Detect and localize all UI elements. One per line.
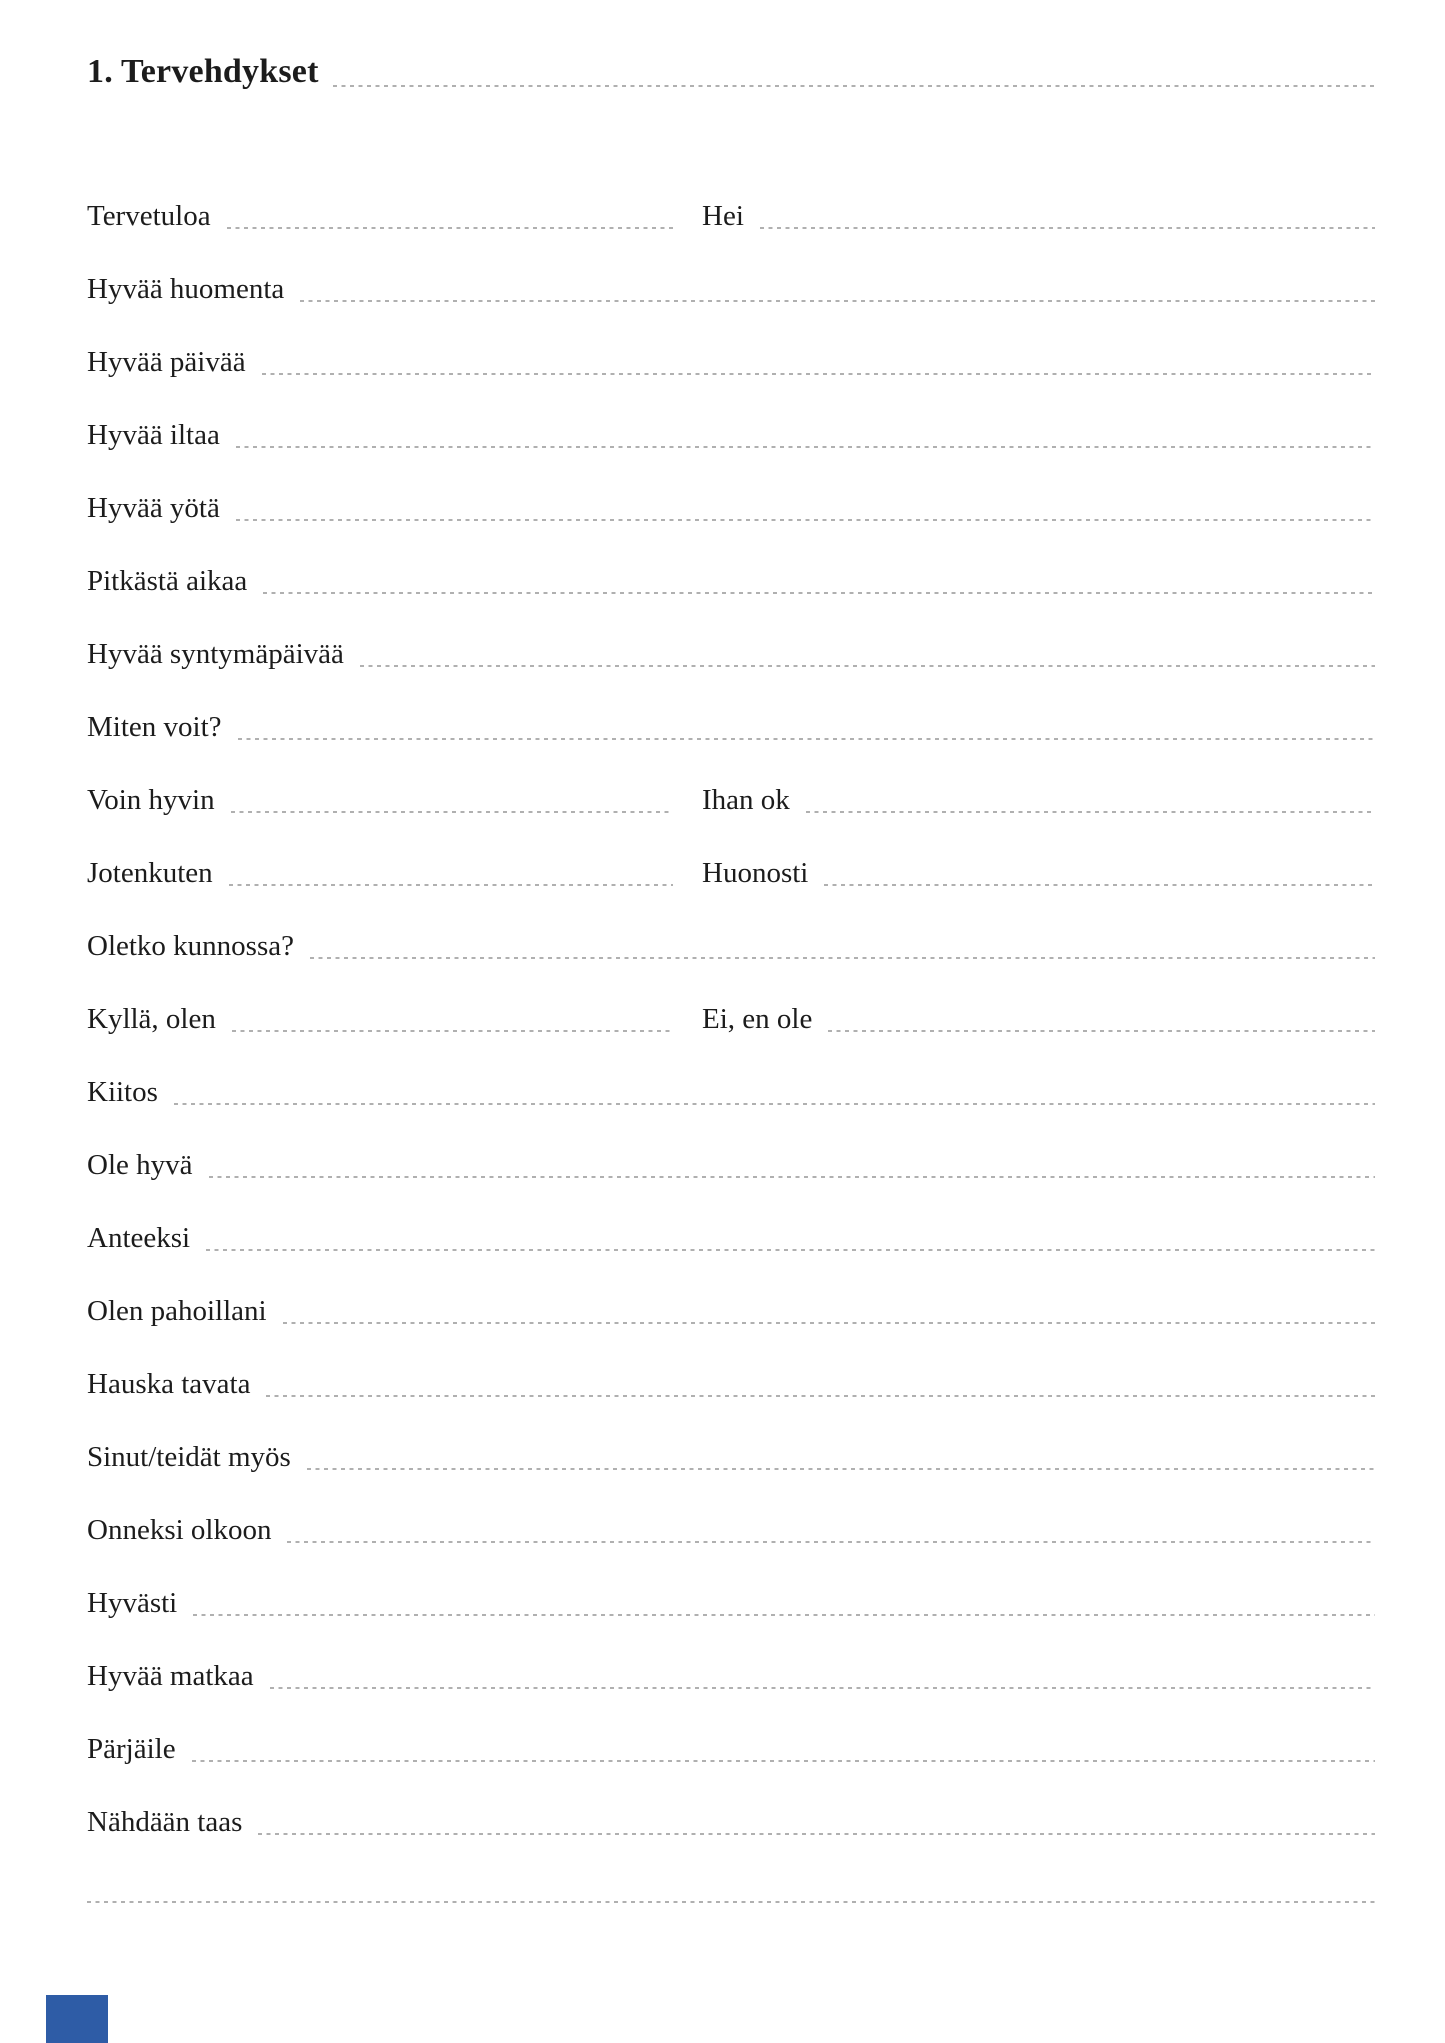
- vocab-row: [87, 336, 1375, 409]
- answer-line: [174, 1103, 1375, 1105]
- vocab-term: Jotenkuten: [87, 856, 213, 889]
- vocab-col: [87, 419, 1375, 452]
- answer-line: [287, 1541, 1375, 1543]
- vocab-term: Oletko kunnossa?: [87, 929, 294, 962]
- vocab-row: [87, 1285, 1375, 1358]
- vocab-col: [87, 1514, 1375, 1547]
- vocab-col: [87, 638, 1375, 671]
- answer-line: [236, 519, 1375, 521]
- vocab-term: Pitkästä aikaa: [87, 564, 248, 597]
- vocab-row: [87, 1431, 1375, 1504]
- vocab-term: Hei: [702, 199, 744, 232]
- answer-line: [760, 227, 1375, 229]
- vocab-row: [87, 409, 1375, 482]
- vocab-term: Hyvästi: [87, 1586, 178, 1619]
- vocab-term: Hyvää huomenta: [87, 272, 285, 305]
- vocab-row: [87, 1650, 1375, 1723]
- vocab-col: [87, 1733, 1375, 1766]
- answer-line: [236, 446, 1375, 448]
- answer-line: [310, 957, 1375, 959]
- answer-line: [262, 373, 1375, 375]
- vocab-term: Sinut/teidät myös: [87, 1440, 291, 1473]
- vocab-col: [87, 1660, 1375, 1693]
- vocab-term: Hyvää matkaa: [87, 1659, 254, 1692]
- page-header: [87, 52, 1375, 93]
- vocab-col: [87, 346, 1375, 379]
- answer-line: [227, 227, 673, 229]
- vocab-row: [87, 920, 1375, 993]
- answer-line: [266, 1395, 1375, 1397]
- vocab-list: [87, 190, 1375, 1869]
- chapter-color-tab: [46, 1995, 108, 2043]
- vocab-row: [87, 701, 1375, 774]
- vocab-term: Olen pahoillani: [87, 1294, 267, 1327]
- vocab-row: [87, 1212, 1375, 1285]
- vocab-col: [87, 1806, 1375, 1839]
- answer-line: [238, 738, 1375, 740]
- page-title: 1. Tervehdykset: [87, 53, 319, 90]
- vocab-row: [87, 774, 1375, 847]
- vocab-term: Hyvää syntymäpäivää: [87, 637, 344, 670]
- vocab-col: [87, 784, 673, 817]
- vocab-col: [87, 711, 1375, 744]
- answer-line: [193, 1614, 1375, 1616]
- vocab-term: Ole hyvä: [87, 1148, 193, 1181]
- answer-line: [270, 1687, 1375, 1689]
- vocab-row: [87, 1796, 1375, 1869]
- answer-line: [828, 1030, 1375, 1032]
- vocab-row: [87, 1504, 1375, 1577]
- vocab-term: Hauska tavata: [87, 1367, 251, 1400]
- vocab-col: [87, 1149, 1375, 1182]
- vocab-col: [87, 1076, 1375, 1109]
- extra-answer-line: [87, 1901, 1375, 1903]
- answer-line: [300, 300, 1375, 302]
- vocab-col: [87, 492, 1375, 525]
- vocab-term: Tervetuloa: [87, 199, 211, 232]
- vocab-term: Voin hyvin: [87, 783, 215, 816]
- vocab-col: [87, 200, 673, 233]
- answer-line: [231, 811, 673, 813]
- vocab-row: [87, 1577, 1375, 1650]
- vocab-col: [87, 1222, 1375, 1255]
- answer-line: [229, 884, 673, 886]
- vocab-term: Pärjäile: [87, 1732, 176, 1765]
- answer-line: [192, 1760, 1375, 1762]
- answer-line: [258, 1833, 1375, 1835]
- vocab-term: Hyvää yötä: [87, 491, 220, 524]
- vocab-row: [87, 628, 1375, 701]
- vocab-col: [87, 1441, 1375, 1474]
- vocab-col: [702, 784, 1375, 817]
- vocab-term: Ei, en ole: [702, 1002, 813, 1035]
- vocab-col: [702, 1003, 1375, 1036]
- vocab-col: [702, 200, 1375, 233]
- vocab-term: Kiitos: [87, 1075, 158, 1108]
- vocab-term: Onneksi olkoon: [87, 1513, 272, 1546]
- answer-line: [263, 592, 1375, 594]
- vocab-row: [87, 555, 1375, 628]
- vocab-term: Huonosti: [702, 856, 809, 889]
- vocab-term: Miten voit?: [87, 710, 222, 743]
- answer-line: [283, 1322, 1375, 1324]
- answer-line: [806, 811, 1375, 813]
- vocab-col: [87, 857, 673, 890]
- vocab-col: [87, 1295, 1375, 1328]
- answer-line: [232, 1030, 673, 1032]
- vocab-row: [87, 263, 1375, 336]
- answer-line: [307, 1468, 1375, 1470]
- vocab-col: [87, 1003, 673, 1036]
- vocab-col: [87, 1368, 1375, 1401]
- vocab-row: [87, 847, 1375, 920]
- answer-line: [360, 665, 1375, 667]
- vocab-row: [87, 190, 1375, 263]
- vocab-term: Hyvää iltaa: [87, 418, 220, 451]
- vocab-term: Kyllä, olen: [87, 1002, 216, 1035]
- vocab-term: Nähdään taas: [87, 1805, 243, 1838]
- answer-line: [206, 1249, 1375, 1251]
- vocab-row: [87, 993, 1375, 1066]
- vocab-term: Hyvää päivää: [87, 345, 246, 378]
- title-dotted-line: [333, 85, 1375, 87]
- vocab-row: [87, 1358, 1375, 1431]
- vocab-row: [87, 1723, 1375, 1796]
- vocab-col: [87, 565, 1375, 598]
- vocab-row: [87, 1139, 1375, 1212]
- vocab-row: [87, 482, 1375, 555]
- answer-line: [824, 884, 1375, 886]
- vocab-col: [87, 273, 1375, 306]
- vocab-col: [702, 857, 1375, 890]
- vocab-term: Ihan ok: [702, 783, 790, 816]
- vocab-col: [87, 1587, 1375, 1620]
- vocab-row: [87, 1066, 1375, 1139]
- vocab-col: [87, 930, 1375, 963]
- vocab-term: Anteeksi: [87, 1221, 191, 1254]
- answer-line: [209, 1176, 1376, 1178]
